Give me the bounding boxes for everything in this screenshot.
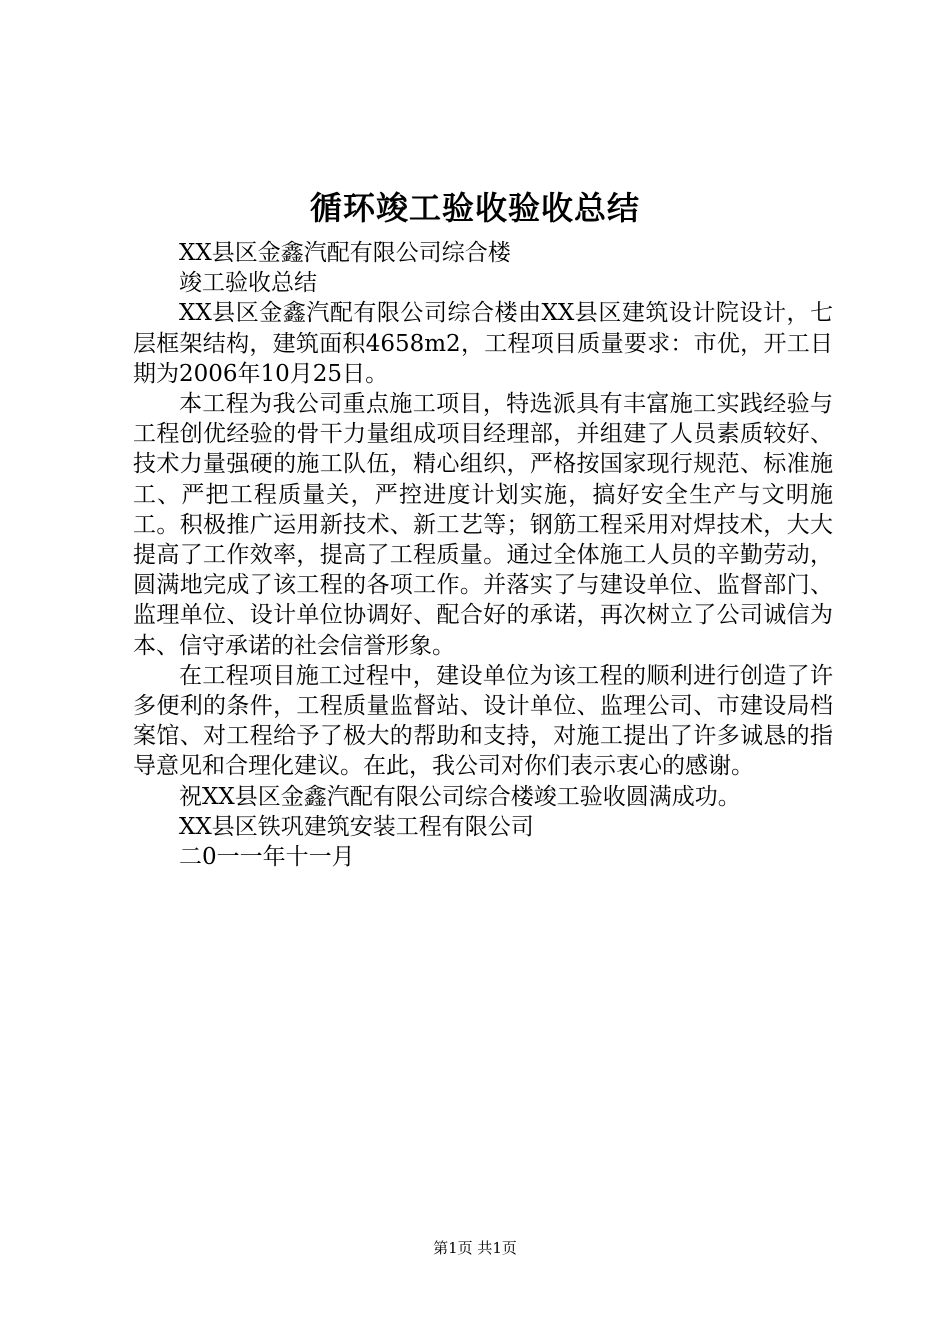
page-footer: 第1页 共1页 — [433, 1239, 517, 1257]
signature-company: XX县区铁巩建筑安装工程有限公司 — [179, 813, 534, 840]
signature-date: 二0一一年十一月 — [179, 844, 355, 871]
construction-process-paragraph: 本工程为我公司重点施工项目，特选派具有丰富施工实践经验与工程创优经验的骨干力量组成项目经理部，并组建了人员素质较好、技术力量强硬的施工队伍，精心组织，严格按国家现行规范、标准施工、严把工程质量关，严控进度计划实施，搞好安全生产与文明施工。积极推广运用新技术、新工艺等；钢筋工程采用对焊技术，大大提高了工作效率，提高了工程质量。通过全体施工人员的辛勤劳动，圆满地完成了该工程的各项工作。并落实了与建设单位、监督部门、监理单位、设计单位协调好、配合好的承诺，再次树立了公司诚信为本、信守承诺的社会信誉形象。 — [133, 391, 833, 659]
acknowledgement-paragraph: 在工程项目施工过程中，建设单位为该工程的顺利进行创造了许多便利的条件，工程质量监督站、设计单位、监理公司、市建设局档案馆、对工程给予了极大的帮助和支持，对施工提出了许多诚恳的指导意见和合理化建议。在此，我公司对你们表示衷心的感谢。 — [133, 662, 833, 780]
project-info-paragraph: XX县区金鑫汽配有限公司综合楼由XX县区建筑设计院设计，七层框架结构，建筑面积4658m2，工程项目质量要求：市优，开工日期为2006年10月25日。 — [133, 300, 833, 387]
congratulation-line: 祝XX县区金鑫汽配有限公司综合楼竣工验收圆满成功。 — [179, 783, 741, 810]
document-body — [133, 238, 833, 872]
project-name-line: XX县区金鑫汽配有限公司综合楼 — [179, 240, 511, 266]
document-title: 循环竣工验收验收总结 — [309, 189, 640, 227]
summary-heading-line: 竣工验收总结 — [179, 270, 317, 297]
